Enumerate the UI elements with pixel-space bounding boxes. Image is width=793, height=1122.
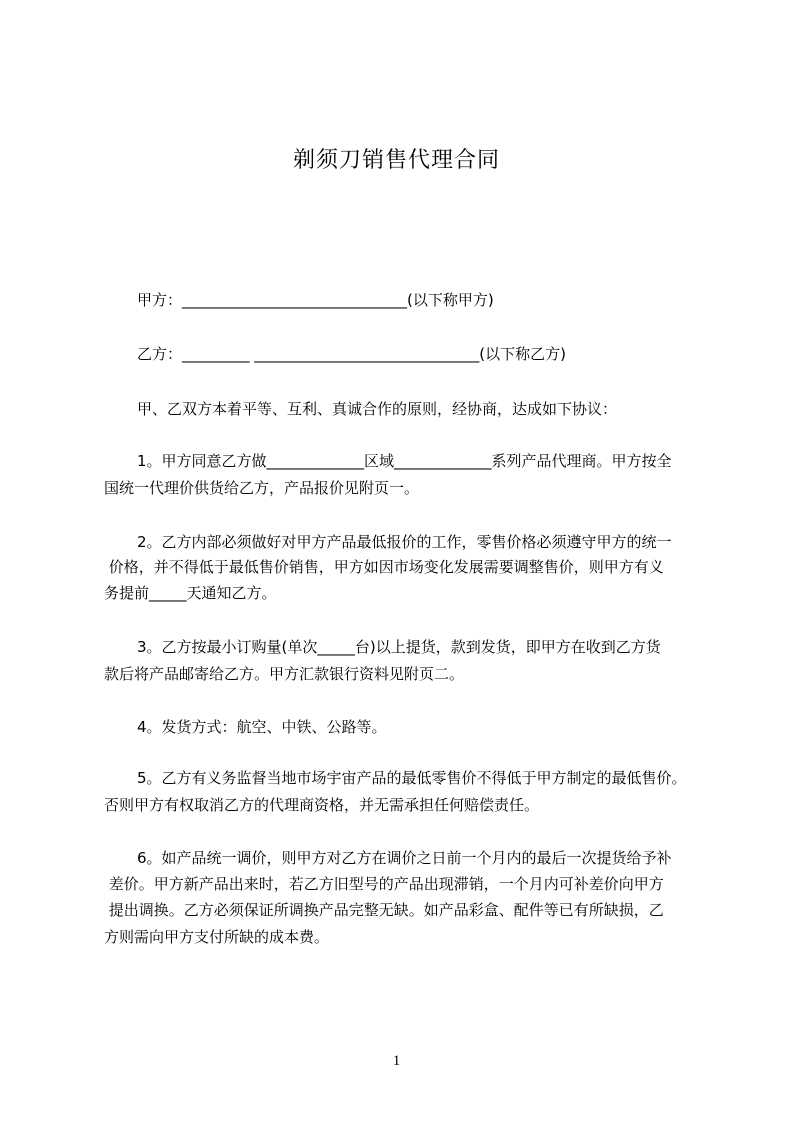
clause-6-line: 方则需向甲方支付所缺的成本费。 xyxy=(104,928,330,946)
clause-1-line: 1。甲方同意乙方做_____________区域_____________系列产品代理商。甲方按全 xyxy=(137,452,672,470)
clause-6-line: 差价。甲方新产品出来时，若乙方旧型号的产品出现滞销，一个月内可补差价向甲方 xyxy=(104,875,664,893)
clause-3-line: 3。乙方按最小订购量(单次_____台)以上提货，款到发货，即甲方在收到乙方货 xyxy=(137,638,661,656)
clause-4-line: 4。发货方式：航空、中铁、公路等。 xyxy=(137,718,387,736)
clause-3-line: 款后将产品邮寄给乙方。甲方汇款银行资料见附页二。 xyxy=(104,665,465,683)
clause-6-line: 6。如产品统一调价，则甲方对乙方在调价之日前一个月内的最后一次提货给予补 xyxy=(137,849,672,867)
clause-2-line: 务提前_____天通知乙方。 xyxy=(104,584,277,602)
page-number: 1 xyxy=(392,1053,401,1069)
intro-text: 甲、乙双方本着平等、互利、真诚合作的原则，经协商，达成如下协议： xyxy=(137,400,618,418)
clause-1-line: 国统一代理价供货给乙方，产品报价见附页一。 xyxy=(104,479,420,497)
document-title: 剃须刀销售代理合同 xyxy=(292,148,500,173)
clause-2-line: 2。乙方内部必须做好对甲方产品最低报价的工作，零售价格必须遵守甲方的统一 xyxy=(137,533,672,551)
party-b-line: 乙方：_________ ______________________________(以下称乙方) xyxy=(137,345,566,363)
clause-6-line: 提出调换。乙方必须保证所调换产品完整无缺。如产品彩盒、配件等已有所缺损，乙 xyxy=(104,901,664,919)
clause-5-line: 5。乙方有义务监督当地市场宇宙产品的最低零售价不得低于甲方制定的最低售价。 xyxy=(137,769,687,787)
party-a-line: 甲方：______________________________(以下称甲方) xyxy=(137,291,494,309)
clause-2-line: 价格，并不得低于最低售价销售，甲方如因市场变化发展需要调整售价，则甲方有义 xyxy=(104,558,664,576)
clause-5-line: 否则甲方有权取消乙方的代理商资格，并无需承担任何赔偿责任。 xyxy=(104,796,540,814)
